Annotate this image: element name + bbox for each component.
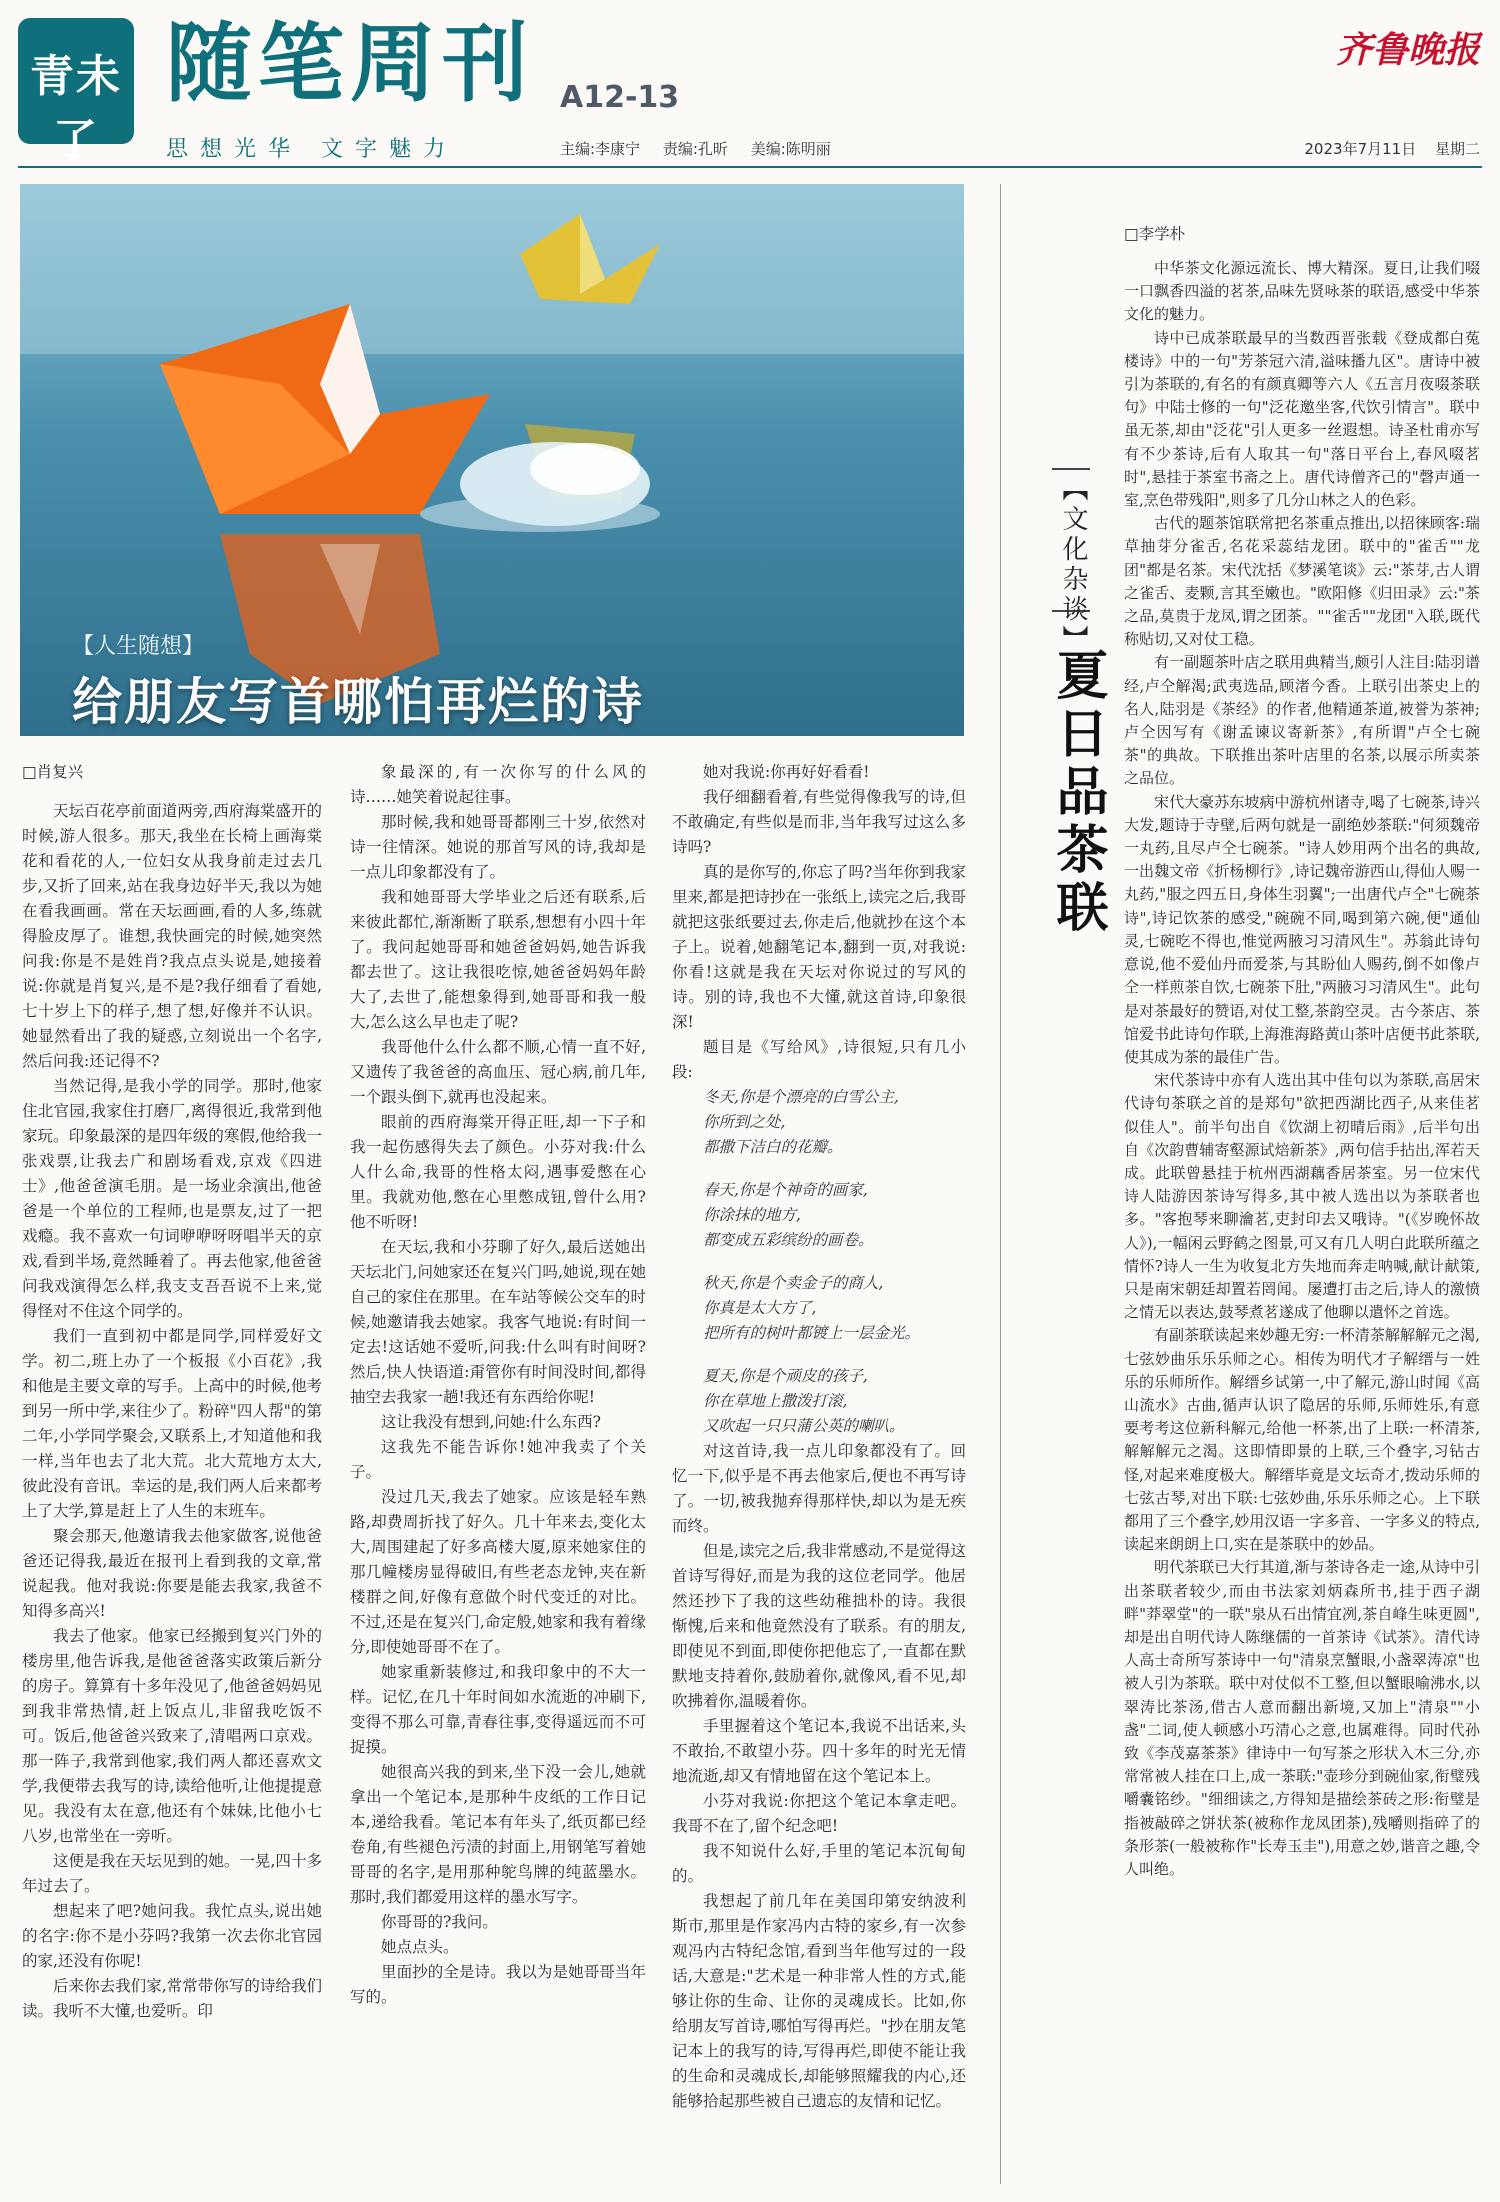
article2-byline: □李学朴 bbox=[1124, 225, 1186, 243]
paragraph: 眼前的西府海棠开得正旺,却一下子和我一起伤感得失去了颜色。小芬对我:什么人什么命,我哥的性格太闷,遇事爱憋在心里。我就劝他,憋在心里憋成钮,曾什么用?他不听呀! bbox=[350, 1113, 646, 1231]
weekday-text: 星期二 bbox=[1434, 140, 1480, 158]
paragraph: 我仔细翻看着,有些觉得像我写的诗,但不敢确定,有些似是而非,当年我写过这么多诗吗? bbox=[672, 788, 966, 856]
paragraph: 我不知说什么好,手里的笔记本沉甸甸的。 bbox=[672, 1842, 966, 1885]
paragraph: 这让我没有想到,问她:什么东西? bbox=[381, 1413, 601, 1431]
paragraph: 诗中已成茶联最早的当数西晋张载《登成都白菟楼诗》中的一句"芳茶冠六清,溢味播九区"。唐诗中被引为茶联的,有名的有颜真卿等六人《五言月夜啜茶联句》中陆士修的一句"泛花邀坐客,代饮引情言"。联中虽无茶,却由"泛花"引人更多一丝遐想。诗圣杜甫亦写有不少茶诗,后有人取其一句"落日平台上,春风啜茗时",悬挂于茶室书斋之上。唐代诗僧齐己的"磬声通一室,烹色带残阳",则多了几分山林之人的色彩。 bbox=[1124, 328, 1480, 510]
article1-byline: □肖复兴 bbox=[22, 763, 84, 781]
poem-line: 夏天,你是个顽皮的孩子, bbox=[703, 1367, 868, 1385]
page-number: A12-13 bbox=[560, 80, 680, 115]
paragraph: 象最深的,有一次你写的什么风的诗……她笑着说起往事。 bbox=[350, 763, 646, 806]
credit-editor: 责编:孔昕 bbox=[662, 140, 728, 158]
paragraph: 真的是你写的,你忘了吗?当年你到我家里来,都是把诗抄在一张纸上,读完之后,我哥就把这张纸要过去,你走后,他就抄在这个本子上。说着,她翻笔记本,翻到一页,对我说:你看!这就是我在天坛对你说过的写风的诗。别的诗,我也不大懂,就这首诗,印象很深! bbox=[672, 863, 966, 1031]
poem-line: 都变成五彩缤纷的画卷。 bbox=[703, 1231, 874, 1249]
paragraph: 这我先不能告诉你!她冲我卖了个关子。 bbox=[350, 1438, 646, 1481]
credit-art-editor: 美编:陈明丽 bbox=[750, 140, 831, 158]
paragraph: 题目是《写给风》,诗很短,只有几小段: bbox=[672, 1038, 966, 1081]
section-logo: 青未了 bbox=[30, 51, 122, 166]
paragraph: 我想起了前几年在美国印第安纳波利斯市,那里是作家冯内古特的家乡,有一次参观冯内古特纪念馆,看到当年他写过的一段话,大意是:"艺术是一种非常人性的方式,能够让你的生命、让你的灵魂成长。比如,你给朋友写首诗,哪怕写得再烂。"抄在朋友笔记本上的我写的诗,写得再烂,即使不能让我的生命和灵魂成长,却能够照耀我的内心,还能够拾起那些被自己遗忘的友情和记忆。 bbox=[672, 1892, 966, 2110]
paragraph: 那时候,我和她哥哥都刚三十岁,依然对诗一往情深。她说的那首写风的诗,我却是一点儿印象都没有了。 bbox=[350, 813, 646, 881]
paragraph: 里面抄的全是诗。我以为是她哥哥当年写的。 bbox=[350, 1963, 646, 2006]
paragraph: 想起来了吧?她问我。我忙点头,说出她的名字:你不是小芬吗?我第一次去你北官园的家,还没有你呢! bbox=[22, 1902, 322, 1970]
article1-column-3 bbox=[672, 760, 966, 2114]
article2-title: 夏日品茶联 bbox=[1047, 648, 1108, 938]
poem-line: 你在草地上撒泼打滚, bbox=[703, 1392, 848, 1410]
section-motto: 思想光华 文字魅力 bbox=[166, 137, 457, 162]
paragraph: 天坛百花亭前面道两旁,西府海棠盛开的时候,游人很多。那天,我坐在长椅上画海棠花和看花的人,一位妇女从我身前走过去几步,又折了回来,站在我身边好半天,我以为她在看我画画。常在天坛画画,看的人多,练就得脸皮厚了。谁想,我快画完的时候,她突然问我:你是不是姓肖?我点点头说是,她接着说:你就是肖复兴,是不是?我仔细看了看她,七十岁上下的样子,想了想,好像并不认识。她显然看出了我的疑惑,立刻说出一个名字,然后问我:还记得不? bbox=[22, 802, 322, 1070]
paragraph: 中华茶文化源远流长、博大精深。夏日,让我们啜一口飘香四溢的茗茶,品味先贤咏茶的联语,感受中华茶文化的魅力。 bbox=[1124, 259, 1480, 324]
paragraph: 她家重新装修过,和我印象中的不大一样。记忆,在几十年时间如水流逝的冲刷下,变得不那么可靠,青春往事,变得遥远而不可捉摸。 bbox=[350, 1663, 646, 1756]
paragraph: 对这首诗,我一点儿印象都没有了。回忆一下,似乎是不再去他家后,便也不再写诗了。一切,被我抛弃得那样快,却以为是无疾而终。 bbox=[672, 1442, 966, 1535]
paragraph: 有一副题茶叶店之联用典精当,颇引人注目:陆羽谱经,卢仝解渴;武夷选品,顾渚今香。上联引出茶史上的名人,陆羽是《茶经》的作者,他精通茶道,被誉为茶神;卢仝因写有《谢孟谏议寄新茶》,有所谓"卢仝七碗茶"的典故。下联推出茶叶店里的名茶,以展示所卖茶之品位。 bbox=[1124, 653, 1480, 788]
article-title: 给朋友写首哪怕再烂的诗 bbox=[72, 672, 644, 731]
poem-line: 又吹起一只只蒲公英的喇叭。 bbox=[703, 1417, 905, 1435]
article-tag: 【人生随想】 bbox=[72, 634, 205, 659]
paragraph: 有副茶联读起来妙趣无穷:一杯清茶解解解元之渴,七弦妙曲乐乐乐师之心。相传为明代才子解缙与一姓乐的乐师所作。解缙乡试第一,中了解元,游山时闻《高山流水》古曲,循声认识了隐居的乐师,乐师姓乐,有意要考考这位新科解元,给他一杯茶,出了上联:一杯清茶,解解解元之渴。这即情即景的上联,三个叠字,习钻古怪,对起来难度极大。解缙毕竟是文坛奇才,拨动乐师的七弦古琴,对出下联:七弦妙曲,乐乐乐师之心。上下联都用了三个叠字,妙用汉语一字多音、一字多义的特点,读起来朗朗上口,实在是茶联中的妙品。 bbox=[1124, 1326, 1480, 1554]
paragraph: 这便是我在天坛见到的她。一晃,四十多年过去了。 bbox=[22, 1852, 322, 1895]
poem-line: 冬天,你是个漂亮的白雪公主, bbox=[703, 1088, 899, 1106]
paragraph: 聚会那天,他邀请我去他家做客,说他爸爸还记得我,最近在报刊上看到我的文章,常说起我。他对我说:你要是能去我家,我爸不知得多高兴! bbox=[22, 1527, 322, 1620]
paragraph: 我去了他家。他家已经搬到复兴门外的楼房里,他告诉我,是他爸爸落实政策后新分的房子。算算有十多年没见了,他爸爸妈妈见到我非常热情,赶上饭点儿,非留我吃饭不可。饭后,他爸爸兴致来了,清唱两口京戏。那一阵子,我常到他家,我们两人都还喜欢文学,我便带去我写的诗,读给他听,让他提提意见。我没有太在意,他还有个妹妹,比他小七八岁,也常坐在一旁听。 bbox=[22, 1627, 322, 1845]
poem-line: 秋天,你是个卖金子的商人, bbox=[703, 1274, 884, 1292]
masthead-title: 随笔周刊 bbox=[166, 14, 534, 114]
date-text: 2023年7月11日 bbox=[1304, 140, 1417, 158]
poem-line: 你所到之处, bbox=[703, 1113, 786, 1131]
article1-column-2 bbox=[350, 760, 646, 2010]
article1-column-1 bbox=[22, 760, 322, 2024]
paragraph: 她对我说:你再好好看看! bbox=[703, 763, 870, 781]
hero-photo bbox=[20, 184, 964, 736]
paragraph: 在天坛,我和小芬聊了好久,最后送她出天坛北门,问她家还在复兴门吗,她说,现在她自己的家住在那里。在车站等候公交车的时候,她邀请我去她家。我客气地说:有时间一定去!这话她不爱听,问我:什么叫有时间呀?然后,快人快语道:甭管你有时间没时间,都得抽空去我家一趟!我还有东西给你呢! bbox=[350, 1238, 646, 1406]
paragraph: 宋代茶诗中亦有人选出其中佳句以为茶联,高居宋代诗句茶联之首的是郑句"欲把西湖比西子,从来佳茗似佳人"。前半句出自《饮湖上初晴后雨》,后半句出自《次韵曹辅寄壑源试焙新茶》,两句信手拈出,浑若天成。此联曾悬挂于杭州西湖藕香居茶室。另一位宋代诗人陆游因茶诗写得多,其中被人选出以为茶联者也多。"客抱琴来聊瀹茗,吏封印去又哦诗。"(《岁晚怀故人》),一幅闲云野鹤之图景,可又有几人明白此联所蕴之情怀?诗人一生为收复北方失地而奔走呐喊,献计献策,只是南宋朝廷却置若罔闻。屡遭打击之后,诗人的激愤之情无以表达,鼓琴煮茗遂成了他聊以遣怀之首选。 bbox=[1124, 1071, 1480, 1322]
paragraph: 她点点头。 bbox=[381, 1938, 459, 1956]
issue-date bbox=[1290, 138, 1480, 159]
paragraph: 她很高兴我的到来,坐下没一会儿,她就拿出一个笔记本,是那种牛皮纸的工作日记本,递给我看。笔记本有年头了,纸页都已经卷角,有些褪色污渍的封面上,用钢笔写着她哥哥的名字,是用那种鸵鸟牌的纯蓝墨水。那时,我们都爱用这样的墨水写字。 bbox=[350, 1763, 646, 1906]
editor-credits bbox=[560, 138, 849, 159]
poem-line: 春天,你是个神奇的画家, bbox=[703, 1181, 868, 1199]
paragraph: 小芬对我说:你把这个笔记本拿走吧。我哥不在了,留个纪念吧! bbox=[672, 1792, 966, 1835]
paragraph: 明代茶联已大行其道,渐与茶诗各走一途,从诗中引出茶联者较少,而由书法家刘炳森所书,挂于西子湖畔"莽翠堂"的一联"泉从石出情宜冽,茶自峰生味更圆",却是出自明代诗人陈继儒的一首茶诗《试茶》。清代诗人高士奇所写茶诗中一句"清泉烹蟹眼,小盏翠涛凉"也被人引为茶联。联中对仗似不工整,但以蟹眼喻沸水,以翠涛比茶汤,借古人意而翻出新境,又加上"清泉""小盏"二词,使人顿感小巧清心之意,也属难得。同时代孙致《李茂嘉茶茶》律诗中一句写茶之形状入木三分,亦常常被人挂在口上,成一茶联:"壶珍分到碗仙家,衔璧残嚼嚢铭纱。"细细读之,方得知是描绘茶砖之形:衔璧是指被敲碎之饼状茶(被称作龙凤团茶),残嚼则指碎了的条形茶(一般被称作"长寿玉圭"),用意之妙,谐音之趣,令人叫绝。 bbox=[1124, 1558, 1480, 1879]
article2-body bbox=[1124, 222, 1480, 1881]
column-divider bbox=[1000, 184, 1001, 2184]
poem-line: 你真是太大方了, bbox=[703, 1299, 817, 1317]
paragraph: 手里握着这个笔记本,我说不出话来,头不敢抬,不敢望小芬。四十多年的时光无情地流逝,却又有情地留在这个笔记本上。 bbox=[672, 1717, 966, 1785]
article2-category: 【文化杂谈】 bbox=[1058, 475, 1088, 655]
paragraph: 当然记得,是我小学的同学。那时,他家住北官园,我家住打磨厂,离得很近,我常到他家玩。印象最深的是四年级的寒假,他给我一张戏票,让我去广和剧场看戏,京戏《四进士》,他爸爸演毛朋。是一场业余演出,他爸爸是一个单位的工程师,也是票友,过了一把戏瘾。我不喜欢一句词咿咿呀呀唱半天的京戏,看到半场,竟然睡着了。再去他家,他爸爸问我戏演得怎么样,我支支吾吾说不上来,觉得怪对不住这个同学的。 bbox=[22, 1077, 322, 1320]
newspaper-logo: 齐鲁晚报 bbox=[1335, 29, 1480, 71]
paragraph: 没过几天,我去了她家。应该是轻车熟路,却费周折找了好久。几十年来去,变化太大,周围建起了好多高楼大厦,原来她家住的那几幢楼房显得破旧,有些老态龙钟,夹在新楼群之间,好像有意做个时代变迁的对比。不过,还是在复兴门,命定般,她家和我有着缘分,即使她哥哥不在了。 bbox=[350, 1488, 646, 1656]
poem-line: 你涂抹的地方, bbox=[703, 1206, 801, 1224]
paragraph: 我和她哥哥大学毕业之后还有联系,后来彼此都忙,渐渐断了联系,想想有小四十年了。我问起她哥哥和她爸爸妈妈,她告诉我都去世了。这让我很吃惊,她爸爸妈妈年龄大了,去世了,能想象得到,她哥哥和我一般大,怎么这么早也走了呢? bbox=[350, 888, 646, 1031]
poem-line: 把所有的树叶都镀上一层金光。 bbox=[703, 1324, 921, 1342]
paragraph: 但是,读完之后,我非常感动,不是觉得这首诗写得好,而是为我的这位老同学。他居然还抄下了我的这些幼稚拙朴的诗。我很惭愧,后来和他竟然没有了联系。有的朋友,即使见不到面,即使你把他忘了,一直都在默默地支持着你,鼓励着你,就像风,看不见,却吹拂着你,温暖着你。 bbox=[672, 1542, 966, 1710]
paragraph: 我哥他什么什么都不顺,心情一直不好,又遗传了我爸爸的高血压、冠心病,前几年,一个跟头倒下,就再也没起来。 bbox=[350, 1038, 646, 1106]
paragraph: 后来你去我们家,常常带你写的诗给我们读。我听不大懂,也爱听。印 bbox=[22, 1977, 322, 2020]
paragraph: 宋代大豪苏东坡病中游杭州诸寺,喝了七碗茶,诗兴大发,题诗于寺壁,后两句就是一副绝妙茶联:"何须魏帝一丸药,且尽卢仝七碗茶。"诗人妙用两个出名的典故,一出魏文帝《折杨柳行》,诗记魏帝游西山,得仙人赐一丸药,"服之四五日,身体生羽翼";一出唐代卢仝"七碗茶诗",诗记饮茶的感受,"碗碗不同,喝到第六碗,便"通仙灵,七碗吃不得也,惟觉两腋习习清风生"。苏翁此诗句意说,他不爱仙丹而爱茶,与其盼仙人赐药,倒不如像卢仝一样煎茶自饮,七碗茶下肚,"两腋习习清风生"。此句是对茶最好的赞语,对仗工整,茶韵空灵。古今茶店、茶馆爱书此诗句作联,上海淮海路黄山茶叶店便书此茶联,使其成为茶的最佳广告。 bbox=[1124, 792, 1480, 1066]
poem bbox=[672, 1085, 966, 1439]
paragraph: 我们一直到初中都是同学,同样爱好文学。初二,班上办了一个板报《小百花》,我和他是主要文章的写手。上高中的时候,他考到另一所中学,来往少了。粉碎"四人帮"的第二年,小学同学聚会,又联系上,才知道他和我一样,当年也去了北大荒。北大荒地方太大,彼此没有音讯。幸运的是,我们两人后来都考上了大学,算是赶上了人生的末班车。 bbox=[22, 1327, 322, 1520]
paragraph: 你哥哥的?我问。 bbox=[381, 1913, 498, 1931]
header-rule bbox=[18, 166, 1482, 168]
paragraph: 古代的题茶馆联常把名茶重点推出,以招徕顾客:瑞草抽芽分雀舌,名花采蕊结龙团。联中的"雀舌""龙团"都是名茶。宋代沈括《梦溪笔谈》云:"茶芽,古人谓之雀舌、麦颗,言其至嫩也。"欧阳修《归田录》云:"茶之品,莫贵于龙凤,谓之团茶。""雀舌""龙团"入联,既代称贴切,又对仗工稳。 bbox=[1124, 514, 1480, 649]
credit-chief-editor: 主编:李康宁 bbox=[560, 140, 641, 158]
poem-line: 都撒下洁白的花瓣。 bbox=[703, 1138, 843, 1156]
